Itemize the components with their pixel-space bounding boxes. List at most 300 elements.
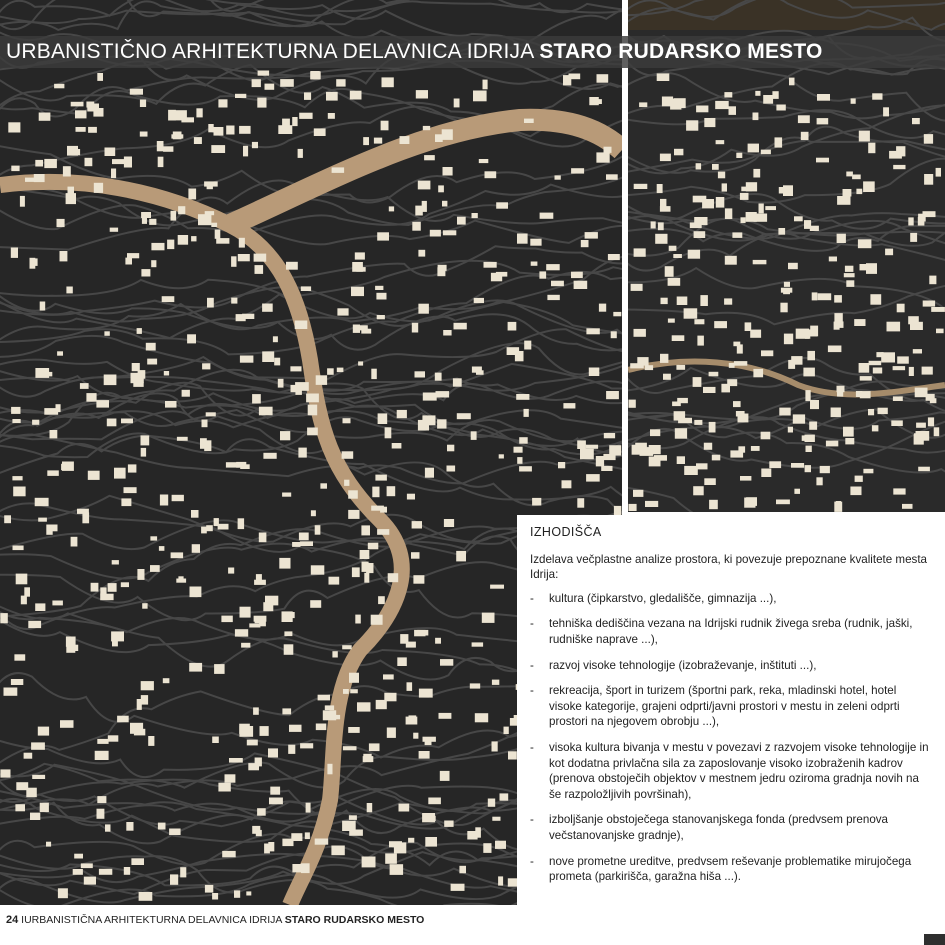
model-building bbox=[609, 445, 621, 455]
model-building bbox=[716, 140, 725, 144]
model-building bbox=[38, 518, 47, 522]
model-building bbox=[761, 469, 771, 478]
model-building bbox=[437, 419, 446, 428]
model-building bbox=[13, 546, 24, 551]
model-building bbox=[704, 118, 715, 127]
model-building bbox=[736, 153, 742, 158]
model-building bbox=[482, 613, 495, 623]
model-building bbox=[212, 893, 218, 900]
model-building bbox=[207, 183, 213, 189]
model-building bbox=[344, 480, 349, 486]
model-building bbox=[668, 278, 681, 286]
model-building bbox=[130, 89, 143, 95]
model-building bbox=[258, 71, 270, 76]
model-building bbox=[722, 183, 727, 191]
model-building bbox=[472, 213, 478, 218]
model-building bbox=[76, 127, 86, 132]
model-building bbox=[371, 615, 383, 625]
model-building bbox=[289, 725, 302, 732]
contour-line bbox=[628, 73, 945, 118]
model-building bbox=[407, 682, 413, 691]
model-building bbox=[599, 304, 606, 312]
model-building bbox=[202, 363, 210, 369]
model-building bbox=[46, 842, 51, 847]
model-building bbox=[84, 877, 96, 885]
model-building bbox=[150, 536, 157, 540]
model-building bbox=[443, 230, 456, 235]
model-building bbox=[637, 357, 648, 366]
model-building bbox=[507, 347, 519, 355]
model-building bbox=[212, 737, 219, 744]
model-building bbox=[121, 419, 133, 424]
model-building bbox=[586, 445, 598, 449]
model-building bbox=[555, 175, 561, 179]
model-building bbox=[369, 743, 380, 751]
model-building bbox=[97, 739, 108, 744]
model-building bbox=[112, 159, 125, 164]
model-building bbox=[418, 181, 431, 190]
model-building bbox=[387, 486, 396, 496]
model-building bbox=[514, 447, 523, 453]
model-building bbox=[99, 869, 112, 875]
model-building bbox=[524, 119, 534, 123]
model-building bbox=[753, 113, 759, 121]
model-building bbox=[788, 263, 798, 269]
model-building bbox=[207, 298, 214, 308]
list-item-text: izboljšanje obstoječega stanovanjskega fonda (predvsem prenova večstanovanjske gradnje), bbox=[549, 813, 889, 842]
model-building bbox=[191, 236, 196, 241]
model-building bbox=[343, 418, 351, 423]
model-building bbox=[295, 321, 308, 330]
model-building bbox=[178, 206, 185, 214]
title-light: URBANISTIČNO ARHITEKTURNA DELAVNICA IDRIJA bbox=[6, 40, 534, 63]
model-building bbox=[425, 468, 434, 478]
model-building bbox=[831, 408, 841, 418]
model-building bbox=[558, 462, 565, 468]
model-building bbox=[585, 232, 598, 239]
model-building bbox=[362, 857, 376, 868]
model-building bbox=[668, 319, 675, 323]
model-building bbox=[268, 842, 274, 851]
model-building bbox=[733, 342, 740, 347]
model-building bbox=[282, 119, 290, 127]
model-building bbox=[292, 864, 303, 872]
model-building bbox=[132, 363, 140, 371]
model-building bbox=[40, 302, 46, 311]
model-building bbox=[238, 254, 250, 261]
model-building bbox=[688, 250, 700, 259]
model-building bbox=[310, 428, 316, 435]
footer-title-bold: STARO RUDARSKO MESTO bbox=[284, 914, 425, 926]
model-building bbox=[500, 793, 509, 800]
model-building bbox=[300, 743, 313, 748]
model-building bbox=[205, 211, 214, 215]
model-building bbox=[912, 118, 920, 124]
model-building bbox=[377, 529, 389, 535]
model-building bbox=[443, 330, 451, 336]
model-building bbox=[755, 91, 760, 96]
model-building bbox=[858, 239, 872, 248]
model-building bbox=[748, 144, 759, 153]
model-building bbox=[214, 518, 219, 526]
model-building bbox=[606, 174, 618, 180]
model-building bbox=[778, 228, 785, 235]
model-building bbox=[298, 448, 306, 458]
model-building bbox=[451, 884, 465, 891]
model-building bbox=[860, 376, 872, 381]
model-building bbox=[204, 440, 211, 451]
model-building bbox=[252, 394, 261, 403]
model-building bbox=[110, 228, 118, 232]
model-building bbox=[837, 234, 846, 243]
model-building bbox=[779, 408, 790, 416]
contour-line bbox=[0, 256, 622, 326]
model-building bbox=[24, 753, 33, 759]
model-building bbox=[540, 213, 554, 219]
model-building bbox=[837, 196, 850, 205]
model-building bbox=[712, 455, 721, 461]
model-building bbox=[142, 215, 147, 224]
model-building bbox=[169, 829, 181, 836]
model-building bbox=[806, 446, 812, 452]
model-building bbox=[897, 356, 909, 363]
model-building bbox=[580, 449, 594, 460]
model-building bbox=[924, 174, 933, 185]
model-building bbox=[311, 510, 316, 516]
model-building bbox=[198, 214, 211, 225]
model-building bbox=[278, 379, 284, 388]
model-building bbox=[788, 360, 795, 369]
model-building bbox=[270, 787, 280, 795]
model-building bbox=[563, 403, 575, 408]
model-building bbox=[374, 138, 382, 144]
model-building bbox=[834, 295, 842, 303]
model-building bbox=[377, 315, 385, 319]
model-building bbox=[95, 751, 109, 760]
model-building bbox=[301, 286, 311, 291]
list-item bbox=[530, 658, 931, 674]
model-building bbox=[160, 495, 168, 506]
model-building bbox=[158, 157, 164, 167]
model-building bbox=[265, 84, 275, 90]
model-building bbox=[292, 117, 297, 126]
model-building bbox=[222, 851, 236, 857]
model-building bbox=[776, 105, 785, 111]
model-building bbox=[415, 206, 423, 216]
model-building bbox=[936, 168, 941, 177]
model-building bbox=[634, 248, 646, 256]
model-building bbox=[146, 343, 156, 351]
model-building bbox=[589, 97, 599, 105]
model-building bbox=[168, 110, 176, 121]
model-building bbox=[422, 201, 427, 212]
model-building bbox=[104, 331, 109, 336]
model-building bbox=[684, 466, 698, 475]
model-building bbox=[784, 334, 793, 345]
model-building bbox=[358, 361, 363, 365]
model-building bbox=[305, 832, 310, 839]
model-building bbox=[495, 841, 506, 849]
model-building bbox=[142, 603, 147, 609]
model-building bbox=[700, 219, 706, 224]
model-building bbox=[147, 359, 157, 365]
model-building bbox=[86, 102, 94, 108]
model-building bbox=[817, 118, 829, 124]
model-building bbox=[376, 293, 386, 300]
model-building bbox=[729, 363, 735, 368]
model-building bbox=[304, 92, 311, 100]
model-building bbox=[694, 420, 702, 425]
model-building bbox=[14, 654, 25, 660]
model-building bbox=[286, 262, 298, 270]
model-building bbox=[738, 414, 749, 423]
model-building bbox=[164, 371, 169, 376]
model-building bbox=[385, 853, 397, 863]
model-building bbox=[423, 126, 430, 130]
model-building bbox=[182, 390, 190, 397]
model-building bbox=[517, 234, 528, 244]
model-building bbox=[190, 587, 202, 598]
model-building bbox=[807, 351, 815, 360]
model-building bbox=[310, 71, 321, 79]
model-building bbox=[740, 193, 749, 200]
model-building bbox=[121, 582, 129, 587]
model-building bbox=[660, 199, 666, 207]
model-building bbox=[784, 282, 790, 287]
starting-points-list bbox=[530, 591, 931, 885]
model-building bbox=[54, 84, 64, 89]
model-building bbox=[254, 580, 266, 585]
model-building bbox=[629, 400, 636, 408]
model-building bbox=[492, 741, 498, 751]
model-building bbox=[239, 724, 250, 734]
model-building bbox=[724, 92, 732, 97]
model-building bbox=[611, 331, 617, 338]
model-building bbox=[151, 260, 156, 267]
model-building bbox=[57, 219, 65, 227]
model-building bbox=[516, 394, 529, 400]
model-building bbox=[171, 552, 184, 558]
model-building bbox=[15, 804, 25, 811]
model-building bbox=[105, 824, 111, 831]
model-building bbox=[140, 132, 148, 137]
model-building bbox=[765, 206, 776, 210]
model-building bbox=[342, 645, 352, 649]
model-building bbox=[263, 453, 276, 459]
model-building bbox=[141, 695, 148, 705]
model-building bbox=[280, 431, 290, 440]
model-building bbox=[205, 885, 213, 893]
model-building bbox=[696, 463, 708, 469]
model-building bbox=[111, 169, 116, 179]
model-building bbox=[16, 574, 28, 585]
model-building bbox=[891, 420, 903, 426]
model-building bbox=[424, 155, 435, 160]
model-building bbox=[235, 94, 246, 98]
model-building bbox=[140, 100, 146, 108]
model-building bbox=[677, 297, 688, 306]
model-building bbox=[343, 746, 357, 750]
model-building bbox=[897, 304, 905, 313]
model-building bbox=[780, 303, 787, 313]
model-building bbox=[586, 474, 600, 482]
model-building bbox=[629, 504, 637, 511]
model-building bbox=[178, 576, 183, 582]
model-building bbox=[508, 751, 517, 759]
model-building bbox=[366, 563, 373, 573]
model-building bbox=[238, 518, 245, 529]
model-building bbox=[443, 167, 453, 176]
model-building bbox=[694, 319, 704, 324]
model-building bbox=[68, 187, 75, 197]
model-building bbox=[794, 216, 803, 221]
model-building bbox=[389, 206, 394, 211]
model-building bbox=[194, 137, 202, 144]
model-building bbox=[704, 443, 712, 450]
model-building bbox=[571, 272, 583, 278]
model-building bbox=[651, 221, 656, 228]
model-building bbox=[30, 258, 36, 269]
list-item-text: nove prometne ureditve, predvsem reševanje problematike mirujočega prometa (parkirišča, garažna hiša ...). bbox=[549, 854, 912, 884]
model-building bbox=[826, 441, 838, 447]
model-building bbox=[485, 171, 497, 178]
model-building bbox=[444, 519, 454, 527]
model-building bbox=[71, 102, 84, 107]
model-building bbox=[231, 256, 236, 267]
model-building bbox=[165, 401, 177, 408]
contour-line bbox=[0, 417, 622, 457]
model-building bbox=[490, 585, 504, 589]
model-building bbox=[902, 504, 913, 509]
model-building bbox=[816, 477, 822, 485]
model-building bbox=[91, 583, 99, 592]
model-building bbox=[191, 510, 199, 518]
model-building bbox=[226, 126, 234, 135]
model-building bbox=[709, 372, 719, 377]
model-building bbox=[546, 264, 560, 270]
model-building bbox=[754, 214, 768, 222]
model-building bbox=[475, 713, 488, 722]
model-building bbox=[665, 266, 674, 277]
model-building bbox=[240, 464, 250, 469]
model-building bbox=[375, 286, 383, 290]
model-building bbox=[934, 427, 940, 436]
model-building bbox=[614, 506, 621, 515]
model-building bbox=[358, 325, 368, 329]
model-building bbox=[453, 378, 462, 386]
model-building bbox=[126, 822, 133, 831]
model-building bbox=[924, 134, 933, 144]
list-item bbox=[530, 616, 931, 647]
model-building bbox=[349, 830, 363, 836]
model-building bbox=[547, 295, 559, 300]
model-building bbox=[117, 716, 129, 723]
model-building bbox=[206, 412, 216, 416]
model-building bbox=[56, 404, 61, 412]
model-building bbox=[0, 613, 8, 623]
model-building bbox=[416, 90, 428, 98]
model-building bbox=[44, 159, 57, 168]
model-building bbox=[32, 775, 45, 779]
model-building bbox=[424, 816, 436, 821]
model-building bbox=[196, 108, 202, 117]
model-building bbox=[131, 858, 144, 865]
model-building bbox=[676, 365, 685, 370]
model-building bbox=[697, 336, 704, 346]
page-title bbox=[6, 40, 823, 64]
model-building bbox=[524, 341, 531, 350]
model-building bbox=[418, 304, 429, 314]
model-building bbox=[645, 501, 658, 507]
model-building bbox=[349, 815, 357, 820]
model-building bbox=[256, 830, 262, 836]
model-building bbox=[260, 726, 269, 736]
model-building bbox=[108, 583, 117, 592]
model-building bbox=[709, 422, 716, 433]
model-building bbox=[852, 175, 861, 180]
model-building bbox=[763, 95, 773, 104]
side-model-illustration bbox=[628, 0, 945, 512]
model-building bbox=[13, 487, 25, 497]
model-building bbox=[589, 368, 600, 377]
model-building bbox=[922, 367, 933, 375]
model-building bbox=[137, 328, 142, 334]
model-building bbox=[936, 329, 944, 334]
model-building bbox=[885, 249, 893, 256]
model-building bbox=[868, 409, 874, 415]
model-building bbox=[870, 294, 881, 305]
model-building bbox=[21, 596, 27, 605]
model-building bbox=[909, 367, 914, 376]
model-building bbox=[715, 101, 729, 109]
model-building bbox=[829, 257, 837, 262]
model-building bbox=[77, 509, 89, 514]
list-item bbox=[530, 591, 931, 607]
model-building bbox=[775, 137, 783, 147]
model-building bbox=[794, 489, 800, 494]
model-building bbox=[211, 145, 225, 153]
model-building bbox=[163, 678, 170, 683]
model-building bbox=[475, 827, 481, 837]
model-building bbox=[457, 217, 466, 225]
model-building bbox=[372, 487, 379, 498]
model-building bbox=[173, 132, 182, 140]
model-building bbox=[472, 367, 482, 373]
model-building bbox=[311, 565, 325, 574]
model-building bbox=[382, 77, 394, 87]
model-building bbox=[817, 94, 830, 101]
model-building bbox=[121, 498, 131, 506]
model-building bbox=[672, 335, 685, 341]
model-building bbox=[320, 483, 327, 488]
model-building bbox=[435, 638, 441, 644]
model-building bbox=[63, 166, 71, 176]
model-building bbox=[239, 126, 251, 134]
model-building bbox=[759, 204, 764, 214]
model-building bbox=[686, 120, 698, 130]
panel-heading: IZHODIŠČA bbox=[530, 525, 602, 539]
model-building bbox=[809, 422, 817, 430]
model-building bbox=[729, 106, 737, 115]
model-building bbox=[812, 292, 818, 300]
model-building bbox=[314, 128, 326, 136]
model-building bbox=[240, 356, 254, 363]
model-building bbox=[442, 129, 453, 140]
model-building bbox=[406, 717, 418, 725]
model-building bbox=[709, 500, 718, 509]
model-building bbox=[80, 383, 89, 389]
model-building bbox=[100, 587, 106, 594]
